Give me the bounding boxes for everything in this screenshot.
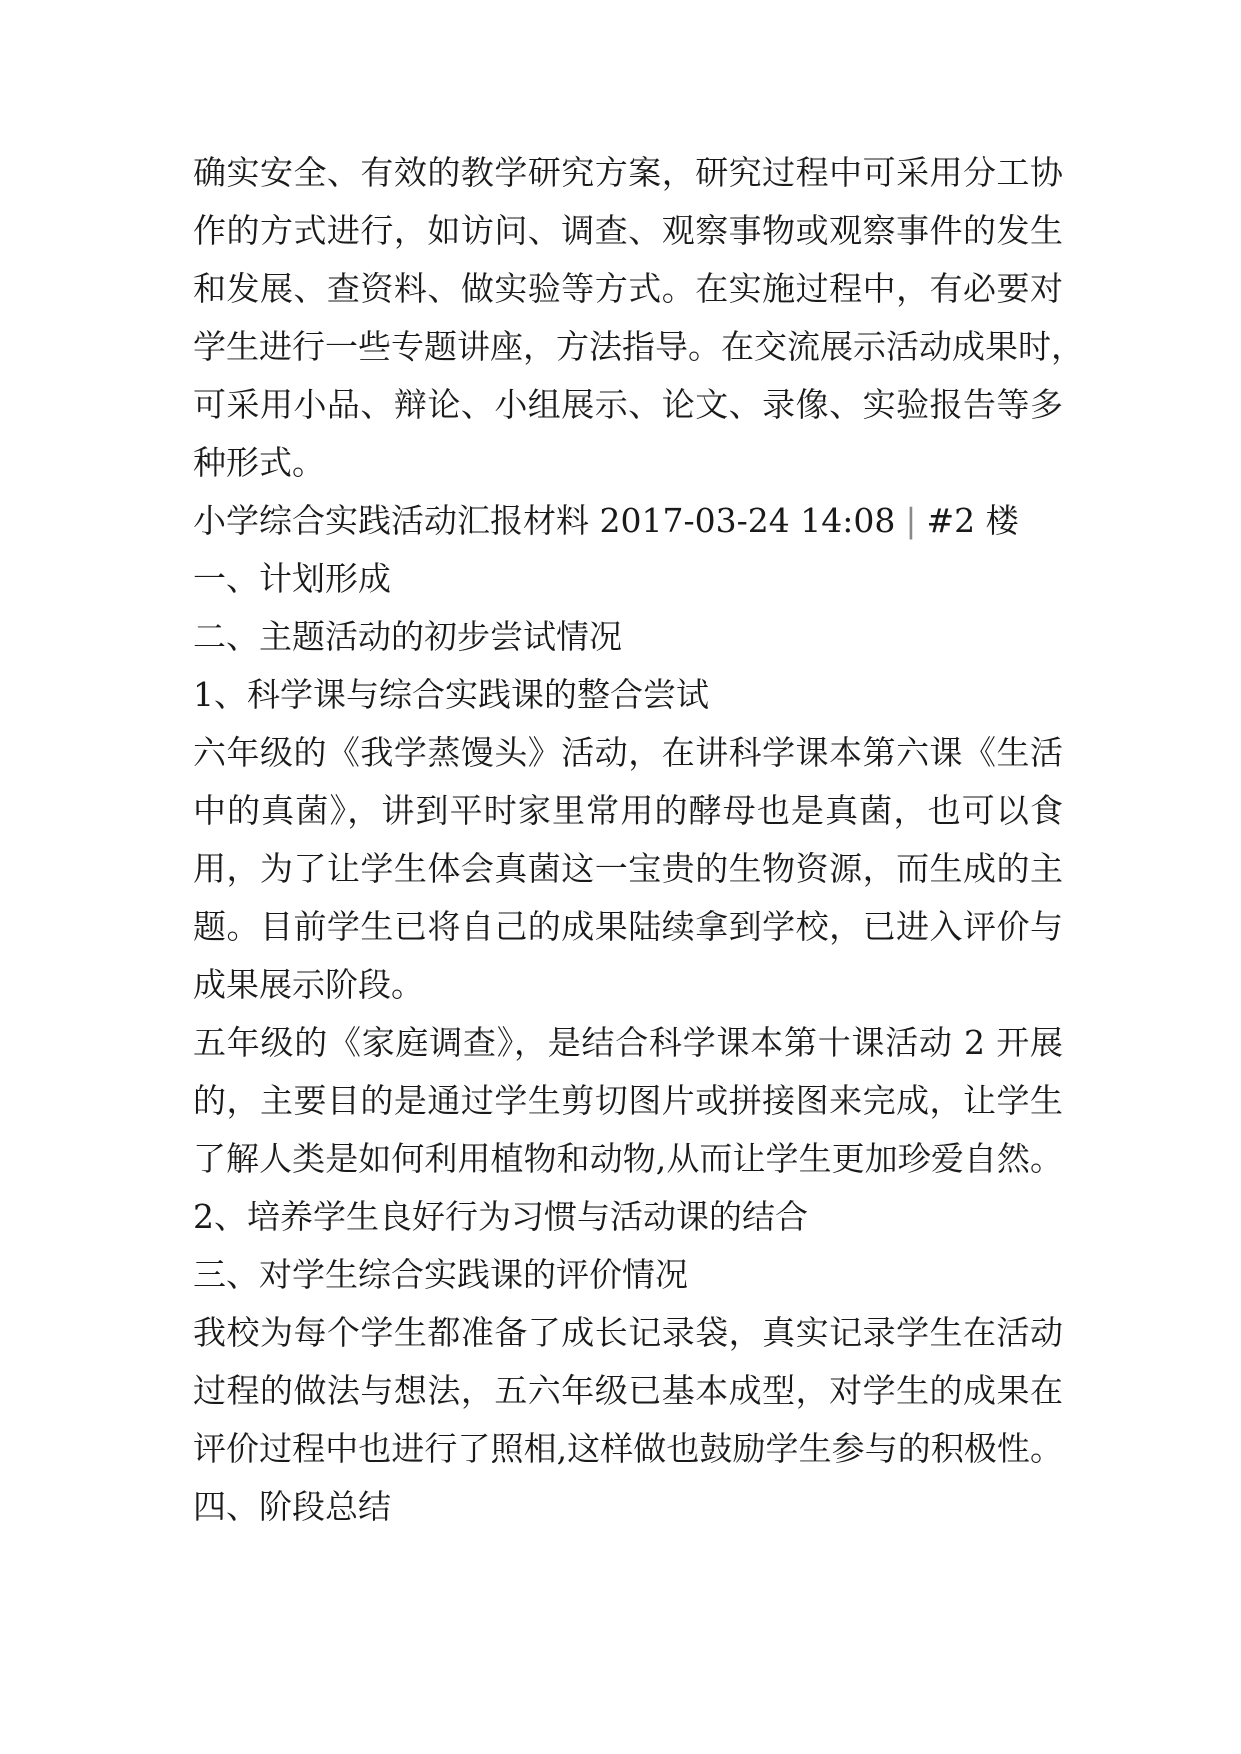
post-floor: #2 楼 (926, 501, 1019, 540)
text-line: 成果展示阶段。 (193, 965, 424, 1004)
section-heading: 二、主题活动的初步尝试情况 (193, 617, 622, 656)
text-line: 种形式。 (193, 443, 325, 482)
text-line: 过程的做法与想法，五六年级已基本成型，对学生的成果在 (193, 1371, 1063, 1410)
text-line: 了解人类是如何利用植物和动物,从而让学生更加珍爱自然。 (193, 1139, 1063, 1178)
text-line: 五年级的《家庭调查》，是结合科学课本第十课活动 2 开展 (193, 1023, 1063, 1062)
post-title: 小学综合实践活动汇报材料 (193, 501, 589, 540)
text-line: 学生进行一些专题讲座，方法指导。在交流展示活动成果时， (193, 327, 1084, 366)
document-page (193, 144, 1084, 1536)
text-line: 用，为了让学生体会真菌这一宝贵的生物资源，而生成的主 (193, 849, 1063, 888)
post-timestamp: 2017-03-24 14:08 (599, 501, 896, 540)
post-separator: | (905, 501, 917, 540)
text-line: 的，主要目的是通过学生剪切图片或拼接图来完成，让学生 (193, 1081, 1063, 1120)
text-line: 评价过程中也进行了照相,这样做也鼓励学生参与的积极性。 (193, 1429, 1063, 1468)
section-heading: 四、阶段总结 (193, 1487, 391, 1526)
section-heading: 一、计划形成 (193, 559, 391, 598)
text-line: 题。目前学生已将自己的成果陆续拿到学校，已进入评价与 (193, 907, 1063, 946)
post-header (193, 492, 1063, 550)
text-line: 我校为每个学生都准备了成长记录袋，真实记录学生在活动 (193, 1313, 1063, 1352)
section-heading: 三、对学生综合实践课的评价情况 (193, 1255, 688, 1294)
text-line: 六年级的《我学蒸馒头》活动，在讲科学课本第六课《生活 (193, 733, 1063, 772)
text-line: 确实安全、有效的教学研究方案，研究过程中可采用分工协 (193, 153, 1063, 192)
text-line: 中的真菌》，讲到平时家里常用的酵母也是真菌，也可以食 (193, 791, 1063, 830)
text-line: 作的方式进行，如访问、调查、观察事物或观察事件的发生 (193, 211, 1063, 250)
text-line: 可采用小品、辩论、小组展示、论文、录像、实验报告等多 (193, 385, 1063, 424)
subsection-heading: 2、培养学生良好行为习惯与活动课的结合 (193, 1197, 808, 1236)
text-line: 和发展、查资料、做实验等方式。在实施过程中，有必要对 (193, 269, 1063, 308)
subsection-heading: 1、科学课与综合实践课的整合尝试 (193, 675, 709, 714)
